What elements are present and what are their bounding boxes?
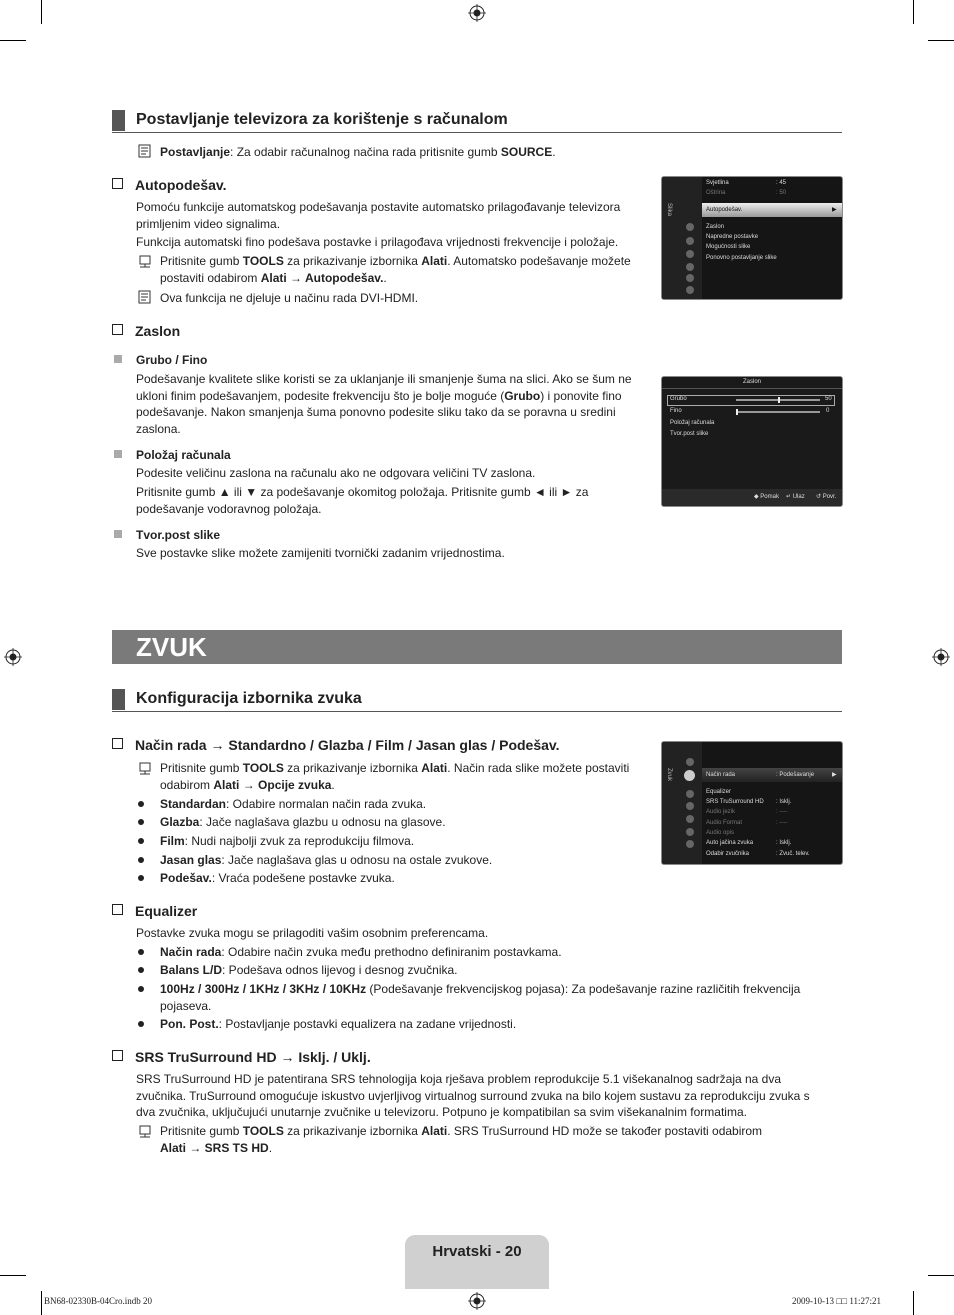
subsection-title: Način rada → Standardno / Glazba / Film / Jasan glas / Podešav.: [112, 737, 560, 753]
registration-mark-icon: [4, 648, 22, 666]
bullet-item: Jasan glas: Jače naglašava glas u odnosu na ostale zvukove.: [160, 853, 493, 867]
section-title: Postavljanje televizora za korištenje s računalom: [136, 111, 508, 128]
picture-icon: [686, 758, 694, 766]
osd-row-value: : 45: [776, 180, 787, 186]
tools-icon: [137, 1123, 153, 1139]
osd-row-value: : Isklj.: [776, 799, 792, 805]
bullet-dot: [138, 819, 144, 825]
osd-sidebar: [662, 742, 702, 864]
tools-icon: [137, 253, 153, 269]
checkbox-bullet: [112, 904, 123, 915]
checkbox-bullet: [112, 324, 123, 335]
crop-mark: [913, 0, 914, 24]
input-icon: [686, 263, 694, 271]
crop-mark: [913, 1291, 914, 1315]
bullet-dot: [138, 801, 144, 807]
subsection-title: Zaslon: [112, 323, 180, 339]
osd-row-value: : ----: [776, 809, 788, 815]
registration-mark-icon: [932, 648, 950, 666]
sound-icon: [686, 223, 694, 231]
crop-mark: [41, 1291, 42, 1315]
crop-mark: [0, 40, 26, 41]
paragraph: Podešavanje kvalitete slike koristi se za uklanjanje ili smanjenje šuma na slici. Ako se šum ne ukloni finim podešavanjem, podesite frekvenciju što je bolje moguće (Grubo) i ponovite fino podešavanje. Nakon smanjenja šuma ponovno podesite sliku tako da se poravna u sredini zaslona.: [136, 372, 632, 436]
subsection-title: SRS TruSurround HD → Isklj. / Uklj.: [112, 1049, 371, 1065]
paragraph: Sve postavke slike možete zamijeniti tvornički zadanim vrijednostima.: [136, 546, 505, 560]
osd-row-label: Audio opis: [706, 830, 735, 836]
crop-mark: [41, 0, 42, 24]
page-number-tab: [405, 1235, 549, 1289]
osd-item: Napredne postavke: [706, 234, 759, 240]
subsection-title: Equalizer: [112, 903, 197, 919]
bullet-dot: [138, 1021, 144, 1027]
osd-row-label: Auto jačina zvuka: [706, 840, 754, 846]
application-icon: [686, 274, 694, 282]
arrow-right-icon: ▶: [832, 207, 837, 213]
checkbox-bullet: [112, 178, 123, 189]
osd-row-value: : ----: [776, 820, 788, 826]
osd-grubo-value: 50: [825, 396, 832, 402]
bullet-item: Način rada: Odabire način zvuka među prethodno definiranim postavkama.: [160, 945, 562, 959]
bullet-dot: [138, 838, 144, 844]
osd-row-label: SRS TruSurround HD: [706, 799, 764, 805]
osd-title-line: [662, 388, 842, 389]
osd-footer: [662, 489, 842, 506]
osd-row-value: : 50: [776, 190, 787, 196]
tools-note: Pritisnite gumb TOOLS za prikazivanje izbornika Alati. Automatsko podešavanje možete postaviti odabirom Alati → Autopodešav..: [160, 254, 631, 285]
osd-selected-item: Autopodešav.: [706, 207, 743, 213]
osd-fino-value: 0: [826, 408, 830, 414]
osd-picture-menu: [661, 176, 843, 300]
section-marker: [112, 110, 125, 131]
bullet-item: 100Hz / 300Hz / 1KHz / 3KHz / 10KHz (Podešavanje frekvencijskog pojasa): Za podešavanje razine različitih frekvencija pojaseva.: [160, 982, 801, 1013]
setup-icon: [686, 250, 694, 258]
subsection-title: Autopodešav.: [112, 177, 227, 193]
channel-icon: [686, 790, 694, 798]
item-title: Grubo / Fino: [136, 353, 208, 367]
tools-note: Pritisnite gumb TOOLS za prikazivanje izbornika Alati. SRS TruSurround HD može se također postaviti odabirom Alati → SRS TS HD.: [160, 1124, 763, 1155]
setup-icon: [686, 802, 694, 810]
support-icon: [686, 840, 694, 848]
tools-note: Pritisnite gumb TOOLS za prikazivanje izbornika Alati. Način rada slike možete postaviti odabirom Alati → Opcije zvuka.: [160, 761, 630, 792]
note-icon: [137, 143, 153, 159]
application-icon: [686, 828, 694, 836]
osd-row-label: Oštrina: [706, 190, 726, 196]
osd-sound-menu: [661, 741, 843, 865]
item-title: Tvor.post slike: [136, 528, 221, 542]
file-info: BN68-02330B-04Cro.indb 20: [44, 1296, 152, 1306]
crop-mark: [928, 1275, 954, 1276]
section-header: [112, 110, 842, 133]
bullet-dot: [138, 967, 144, 973]
note-icon: [137, 289, 153, 305]
osd-row-value: : Isklj.: [776, 840, 792, 846]
bullet-item: Glazba: Jače naglašava glazbu u odnosu na glasove.: [160, 815, 446, 829]
osd-slider-knob: [778, 397, 780, 403]
osd-row-label: Audio Format: [706, 820, 743, 826]
paragraph: Podesite veličinu zaslona na računalu ako ne odgovara veličini TV zaslona.: [136, 466, 536, 480]
osd-screen-menu: [661, 376, 843, 507]
osd-footer-move: ◆ Pomak: [754, 494, 779, 500]
square-bullet: [114, 530, 122, 538]
bullet-dot: [138, 986, 144, 992]
paragraph: Postavke zvuka mogu se prilagoditi vašim osobnim preferencama.: [136, 926, 489, 940]
osd-footer-enter: ↵ Ulaz: [786, 494, 805, 500]
registration-mark-icon: [468, 1292, 486, 1310]
input-icon: [686, 815, 694, 823]
osd-side-label: Zvuk: [666, 768, 672, 782]
osd-selected-item: Način rada: [706, 772, 736, 778]
osd-sidebar: [662, 177, 702, 299]
registration-mark-icon: [468, 4, 486, 22]
support-icon: [686, 286, 694, 294]
osd-slider-knob: [736, 409, 738, 415]
bullet-dot: [138, 875, 144, 881]
paragraph: SRS TruSurround HD je patentirana SRS tehnologija koja rješava problem reprodukcije 5.1 višekanalnog sadržaja na dva zvučnika. TruSurround omogućuje iskustvo uvjerljivog virtualnog surround zvuka na bilo kojem sustavu za reprodukciju zvuka s dva zvučnika, uključujući unutarnje zvučnike u televizoru. Potpuno je kompatibilan sa svim višekanalnim formatima.: [136, 1072, 810, 1119]
chapter-banner: [112, 630, 842, 664]
checkbox-bullet: [112, 738, 123, 749]
osd-row-value: : Zvuč. telev.: [776, 851, 810, 857]
osd-item: Tvor.post slike: [670, 431, 709, 437]
note-text: Ova funkcija ne djeluje u načinu rada DVI-HDMI.: [160, 291, 419, 305]
osd-footer-return: ↺ Povr.: [816, 494, 837, 500]
square-bullet: [114, 450, 122, 458]
osd-item: Položaj računala: [670, 420, 715, 426]
osd-item: Mogućnosti slike: [706, 244, 751, 250]
osd-selected-value: : Podešavanje: [776, 772, 815, 778]
setup-note: Postavljanje: Za odabir računalnog načina rada pritisnite gumb SOURCE.: [160, 145, 556, 159]
section-marker: [112, 689, 125, 710]
osd-grubo-label: Grubo: [670, 396, 687, 402]
paragraph: Pritisnite gumb ▲ ili ▼ za podešavanje okomitog položaja. Pritisnite gumb ◄ ili ► za podešavanje vodoravnog položaja.: [136, 485, 589, 516]
item-title: Položaj računala: [136, 448, 231, 462]
crop-mark: [0, 1275, 26, 1276]
page-number: Hrvatski - 20: [432, 1243, 522, 1260]
square-bullet: [114, 355, 122, 363]
chapter-title: ZVUK: [136, 632, 207, 662]
osd-fino-label: Fino: [670, 408, 682, 414]
section-header: [112, 689, 842, 712]
osd-row-label: Odabir zvučnika: [706, 851, 750, 857]
bullet-item: Podešav.: Vraća podešene postavke zvuka.: [160, 871, 395, 885]
osd-row-label: Audio jezik: [706, 809, 736, 815]
bullet-item: Film: Nudi najbolji zvuk za reprodukciju filmova.: [160, 834, 415, 848]
section-title: Konfiguracija izbornika zvuka: [136, 690, 362, 707]
osd-side-label: Slika: [666, 203, 672, 217]
tools-icon: [137, 760, 153, 776]
sound-icon: [684, 770, 695, 781]
channel-icon: [686, 237, 694, 245]
paragraph: Funkcija automatski fino podešava postavke i prilagođava vrijednosti frekvencije i položaje.: [136, 235, 619, 249]
osd-slider-track: [736, 411, 820, 413]
osd-row-label: Svjetlina: [706, 180, 729, 186]
osd-title: Zaslon: [742, 379, 761, 385]
paragraph: Pomoću funkcije automatskog podešavanja postavite automatsko prilagođavanje televizora primljenim video signalima.: [136, 200, 621, 231]
crop-mark: [928, 40, 954, 41]
osd-item: Zaslon: [706, 224, 725, 230]
bullet-dot: [138, 949, 144, 955]
bullet-item: Standardan: Odabire normalan način rada zvuka.: [160, 797, 427, 811]
osd-slider-track: [736, 399, 820, 401]
osd-row-label: Equalizer: [706, 789, 732, 795]
osd-item: Ponovno postavljanje slike: [706, 255, 777, 261]
bullet-item: Balans L/D: Podešava odnos lijevog i desnog zvučnika.: [160, 963, 458, 977]
checkbox-bullet: [112, 1050, 123, 1061]
bullet-item: Pon. Post.: Postavljanje postavki equalizera na zadane vrijednosti.: [160, 1017, 517, 1031]
arrow-right-icon: ▶: [832, 772, 837, 778]
bullet-dot: [138, 857, 144, 863]
print-date: 2009-10-13 □□ 11:27:21: [792, 1296, 882, 1306]
